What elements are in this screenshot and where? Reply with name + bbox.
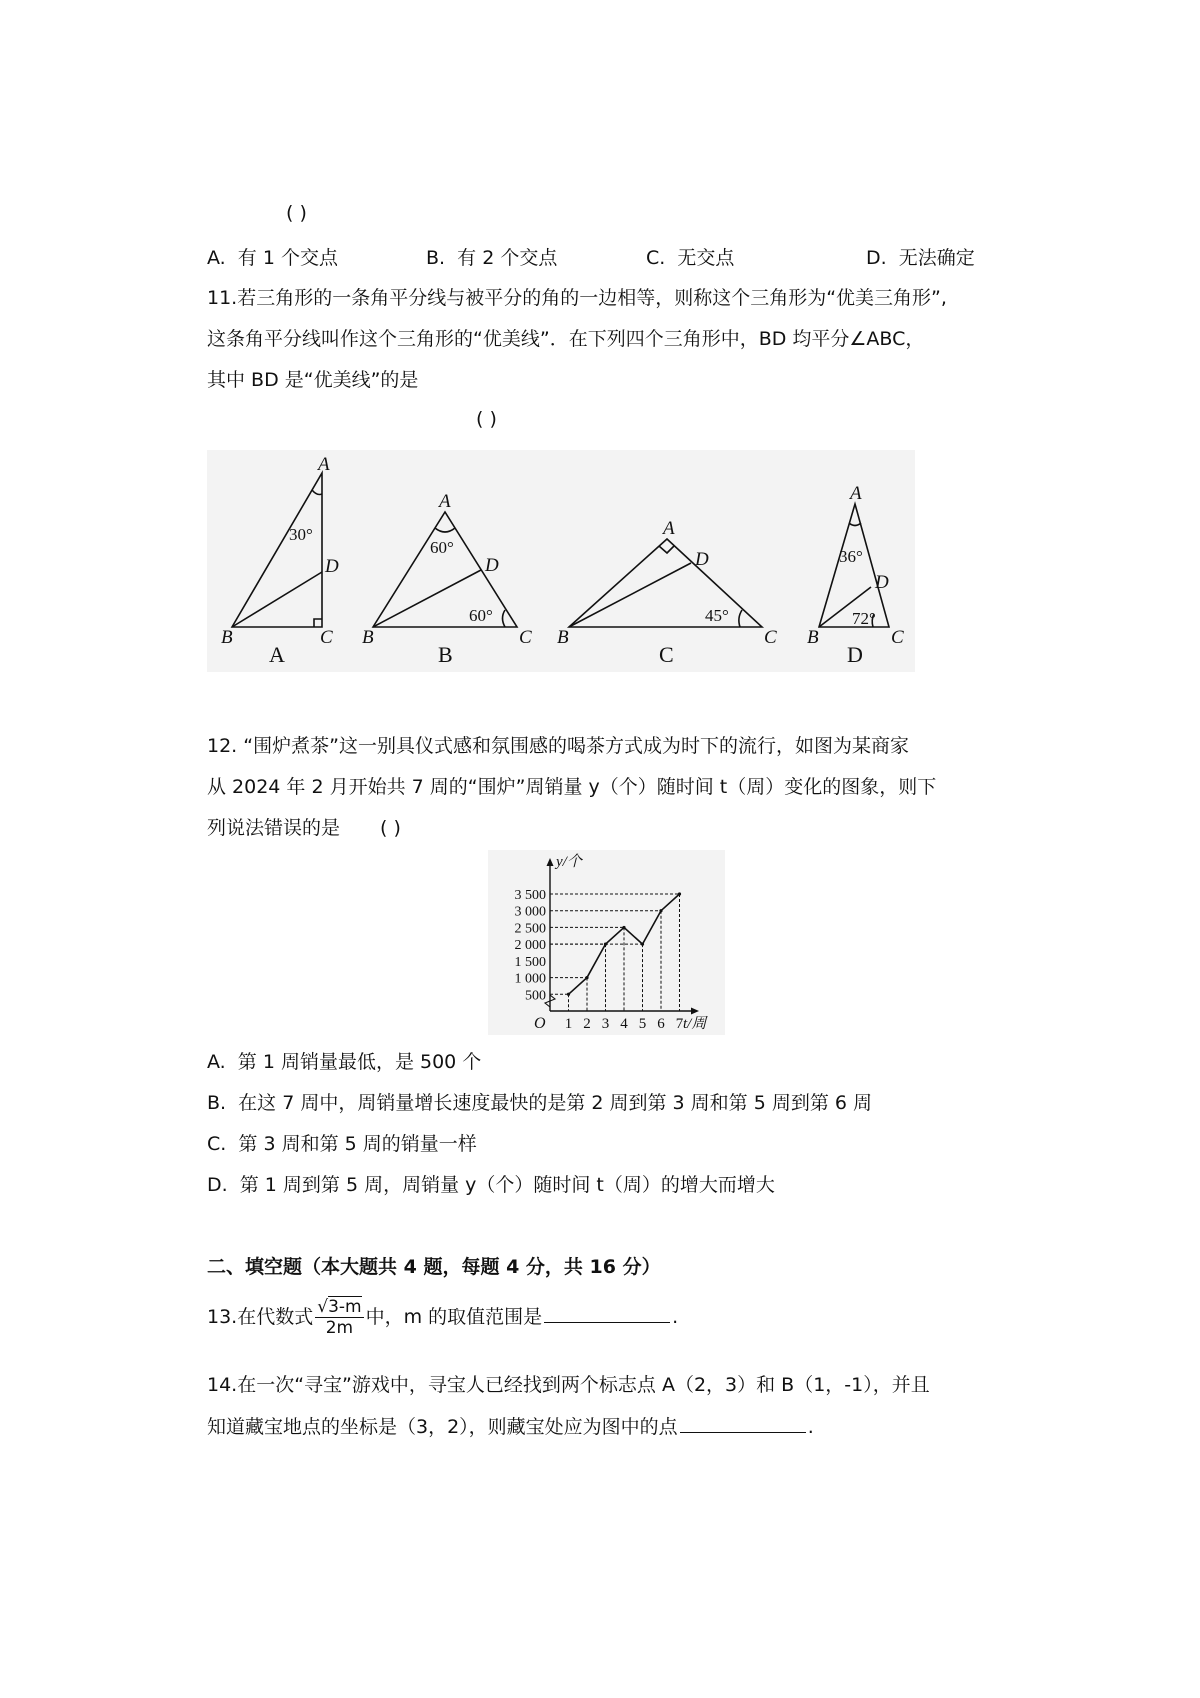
x-tick-1: 1	[564, 1016, 573, 1032]
tri-a-label-a: A	[318, 454, 330, 475]
sales-chart-svg	[488, 850, 725, 1035]
q11-stem-line2: 这条角平分线叫作这个三角形的“优美线”．在下列四个三角形中，BD 均平分∠ABC，	[207, 328, 925, 350]
data-point-week-5	[641, 943, 644, 946]
tri-d-label-b: B	[807, 627, 819, 648]
tri-c-label-a: A	[663, 518, 675, 539]
y-tick-500: 500	[525, 988, 546, 1004]
data-point-week-1	[567, 993, 570, 996]
tri-c-caption: C	[659, 642, 674, 667]
x-tick-4: 4	[620, 1016, 628, 1032]
triangle-c	[569, 539, 762, 627]
y-tick-3000: 3 000	[514, 904, 546, 920]
x-tick-5: 5	[638, 1016, 647, 1032]
tri-b-label-b: B	[362, 627, 374, 648]
tri-b-angle-a: 60°	[430, 538, 454, 557]
q12-option-b: B. 在这 7 周中，周销量增长速度最快的是第 2 周到第 3 周和第 5 周到第 6 周	[207, 1092, 873, 1114]
tri-d-angle-a: 36°	[839, 547, 863, 566]
tri-c-label-d: D	[695, 549, 709, 570]
q10-option-d: D. 无法确定	[866, 247, 975, 269]
q12-option-c: C. 第 3 周和第 5 周的销量一样	[207, 1133, 477, 1155]
x-axis-arrow	[691, 1008, 699, 1015]
q10-option-a: A. 有 1 个交点	[207, 247, 338, 269]
q10-option-c: C. 无交点	[646, 247, 735, 269]
tri-d-angle-c: 72°	[852, 609, 876, 628]
q12-sales-chart	[488, 850, 725, 1035]
y-axis-label: y/个	[556, 854, 582, 870]
triangle-a	[232, 473, 322, 627]
tri-a-label-d: D	[325, 556, 339, 577]
q11-triangle-figures	[207, 450, 915, 672]
q13-numerator: 3-m	[328, 1297, 362, 1317]
x-tick-3: 3	[601, 1016, 610, 1032]
tri-a-label-b: B	[221, 627, 233, 648]
tri-d-label-d: D	[875, 572, 889, 593]
q13-stem: 13.在代数式 $\frac{√3-m}{2m}$ 中，m 的取值范围是 .	[207, 1297, 679, 1338]
q12-stem-line1: 12. “围炉煮茶”这一别具仪式感和氛围感的喝茶方式成为时下的流行，如图为某商家	[207, 735, 909, 757]
tri-b-label-a: A	[439, 491, 451, 512]
q14-stem-line1: 14.在一次“寻宝”游戏中，寻宝人已经找到两个标志点 A（2，3）和 B（1，-1），并且	[207, 1374, 930, 1396]
tri-c-label-b: B	[557, 627, 569, 648]
data-point-week-4	[622, 926, 625, 929]
q12-option-d: D. 第 1 周到第 5 周，周销量 y（个）随时间 t（周）的增大而增大	[207, 1174, 775, 1196]
y-axis-arrow	[547, 858, 554, 866]
data-point-week-2	[585, 976, 588, 979]
tri-a-caption: A	[269, 642, 285, 667]
tri-d-label-a: A	[850, 483, 862, 504]
y-tick-1000: 1 000	[514, 971, 546, 987]
q13-denominator: 2m	[325, 1318, 354, 1338]
y-tick-3500: 3 500	[514, 888, 546, 903]
y-tick-1500: 1 500	[514, 954, 546, 970]
x-axis-label: t/周	[683, 1016, 707, 1032]
tri-d-caption: D	[847, 642, 863, 667]
tri-a-label-c: C	[320, 627, 333, 648]
data-point-week-3	[604, 943, 607, 946]
q12-stem-line3: 列说法错误的是 ( )	[207, 817, 401, 839]
q13-fraction: $\frac{√3-m}{2m}$	[317, 1297, 362, 1338]
origin-label: O	[534, 1015, 546, 1032]
q11-stem-line3: 其中 BD 是“优美线”的是	[207, 369, 419, 391]
tri-b-caption: B	[438, 642, 453, 667]
tri-b-angle-c: 60°	[469, 606, 493, 625]
x-tick-7: 7	[675, 1016, 684, 1032]
q12-option-a: A. 第 1 周销量最低，是 500 个	[207, 1051, 482, 1073]
tri-b-label-c: C	[519, 627, 532, 648]
tri-a-angle-a: 30°	[289, 525, 313, 544]
q11-answer-paren: ( )	[476, 408, 497, 430]
q14-stem-line2: 知道藏宝地点的坐标是（3，2），则藏宝处应为图中的点 .	[207, 1412, 814, 1441]
q10-option-b: B. 有 2 个交点	[426, 247, 558, 269]
section2-heading: 二、填空题（本大题共 4 题，每题 4 分，共 16 分）	[207, 1256, 661, 1278]
y-tick-2500: 2 500	[514, 921, 546, 937]
y-tick-2000: 2 000	[514, 938, 546, 954]
data-point-week-7	[678, 892, 681, 895]
tri-c-angle-c: 45°	[705, 606, 729, 625]
tri-b-label-d: D	[485, 555, 499, 576]
q11-stem-line1: 11.若三角形的一条角平分线与被平分的角的一边相等，则称这个三角形为“优美三角形”,	[207, 287, 947, 309]
x-tick-2: 2	[583, 1016, 591, 1032]
q13-answer-blank[interactable]	[544, 1302, 670, 1323]
q12-answer-paren: ( )	[380, 817, 401, 839]
tri-d-label-c: C	[891, 627, 904, 648]
tri-c-label-c: C	[764, 627, 777, 648]
x-tick-6: 6	[657, 1016, 665, 1032]
data-point-week-6	[659, 909, 662, 912]
q10-answer-paren: ( )	[286, 202, 307, 224]
q11-triangles-svg	[207, 450, 915, 672]
q14-answer-blank[interactable]	[680, 1412, 806, 1433]
q12-stem-line2: 从 2024 年 2 月开始共 7 周的“围炉”周销量 y（个）随时间 t（周）变化的图象，则下	[207, 776, 937, 798]
